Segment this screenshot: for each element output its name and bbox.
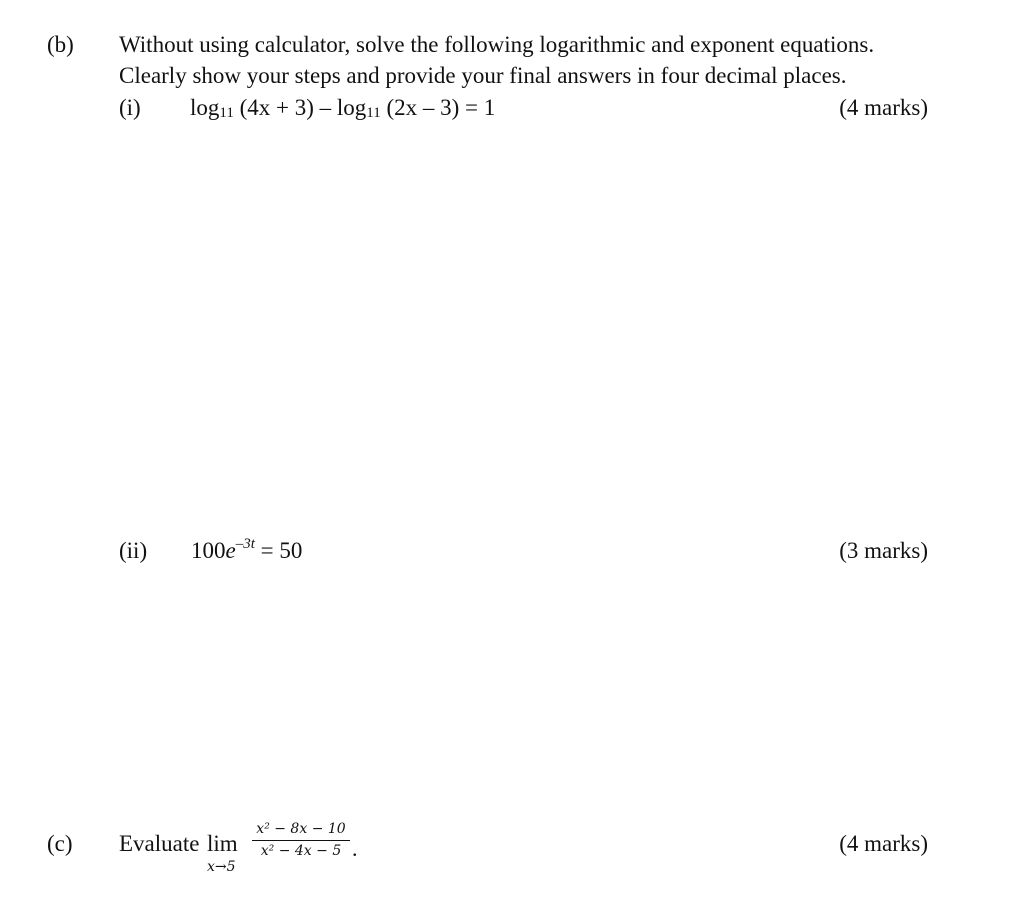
question-i-equation [190,93,495,128]
question-i-label: (i) [119,95,141,120]
denominator: x² − 4x − 5 [260,843,342,859]
question-ii-equation [191,536,302,569]
log-1: log [190,95,220,120]
question-ii-label: (ii) [119,538,148,563]
euler-e: e [225,538,236,563]
part-c-marks: (4 marks) [839,831,928,856]
part-c-label: (c) [47,831,73,856]
lim-subscript: x→5 [207,859,236,875]
fraction-bar [252,840,350,841]
log-2: log [336,95,367,120]
log-arg-2: (2x – 3) = 1 [380,95,496,120]
lim-word: lim [207,831,238,856]
question-i-marks: (4 marks) [839,95,928,120]
log-base-2: 11 [366,105,381,121]
coefficient: 100 [191,538,226,563]
evaluate-text: Evaluate [119,831,200,856]
part-b-label: (b) [47,32,74,57]
period: . [352,836,358,861]
log-base-1: 11 [219,105,234,121]
instruction-line-1: Without using calculator, solve the following logarithmic and exponent equations. [119,32,875,57]
fraction [252,820,350,860]
exponent: –3t [235,536,255,552]
question-ii-marks: (3 marks) [839,538,928,563]
numerator: x² − 8x − 10 [256,821,346,837]
log-arg-1: (4x + 3) – [233,95,337,120]
instruction-line-2: Clearly show your steps and provide your final answers in four decimal places. [119,63,847,88]
rhs: = 50 [254,538,303,563]
